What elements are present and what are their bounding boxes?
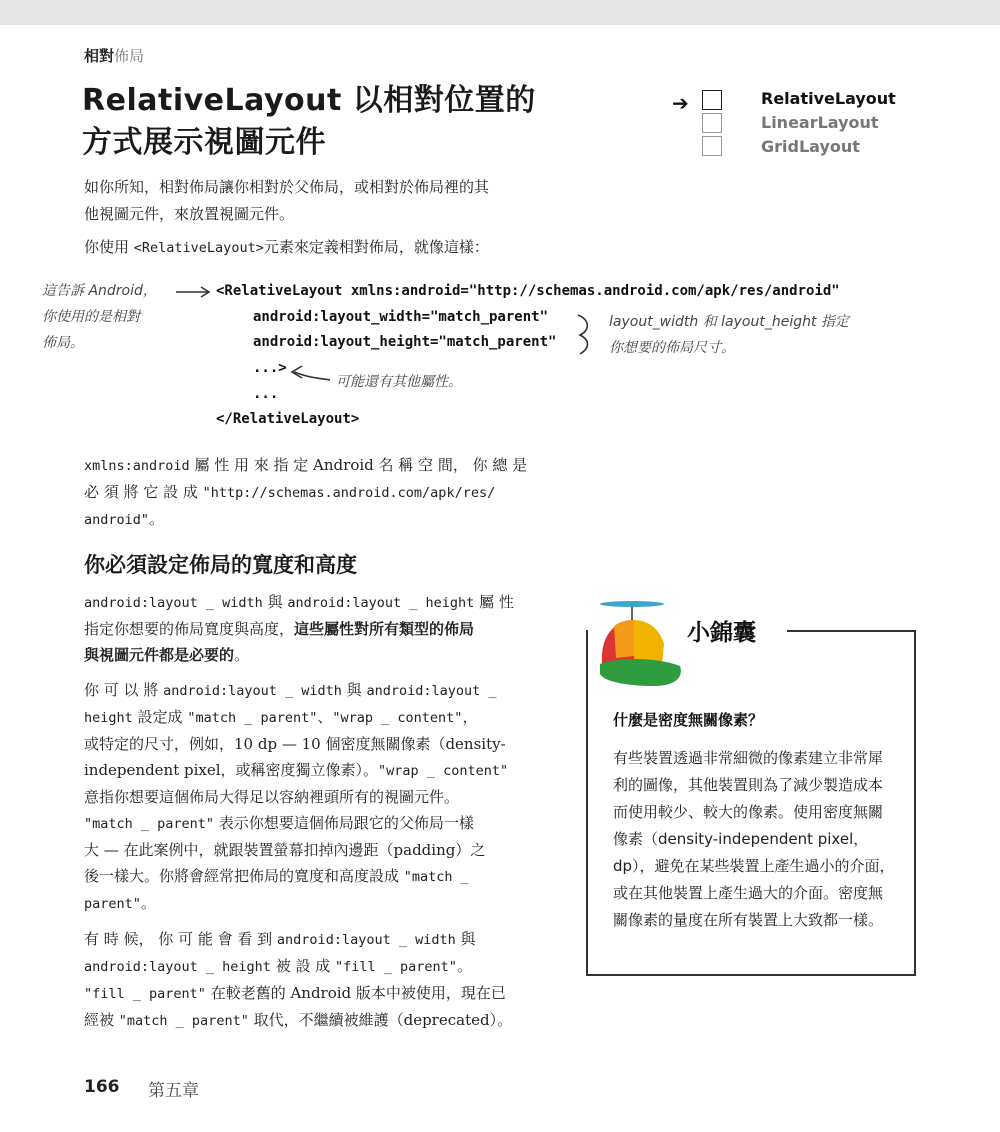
top-bar [0,0,1000,25]
annotation-line: 你想要的佈局尺寸。 [609,340,735,356]
section-label [84,45,144,66]
brace-icon [578,315,588,354]
page-number: 166 [84,1077,120,1097]
para-text: 。 [456,957,472,975]
inline-code: android:layout _ height [84,959,271,975]
annotation-line: 你使用的是相對 [42,309,140,325]
arrowhead-icon [292,366,302,378]
intro-paragraph-2 [84,234,489,262]
page-title [82,80,536,164]
para-text: 表示你想要這個佈局跟它的父佈局一樣 [214,814,474,832]
paragraph-size-values [84,677,548,917]
para-text: 你 可 以 將 [84,681,164,699]
annotation-line: layout_width 和 layout_height 指定 [609,314,849,330]
inline-code: android" [84,512,150,528]
inline-code: "wrap _ content" [378,763,509,779]
bold-text: 這些屬性對所有類型的佈局 [294,620,475,638]
annotation-line: 這告訴 Android， [42,283,157,299]
para-text: 必 須 將 它 設 成 [84,483,203,501]
nav-item-gridlayout: GridLayout [761,137,860,156]
para-text: 指定你想要的佈局寬度與高度， [84,620,295,638]
para-text: 屬 性 用 來 指 定 Android 名 稱 空 間， 你 總 是 [189,456,528,474]
paragraph-fill-parent [84,926,548,1034]
para-text: 與 [341,681,367,699]
nav-item-linearlayout: LinearLayout [761,113,879,132]
chapter-label: 第五章 [148,1081,199,1101]
inline-code: "wrap _ content" [332,710,463,726]
checkbox-icon [702,136,722,156]
inline-code: parent" [84,896,141,912]
code-line-1: <RelativeLayout xmlns:android="http://schemas.android.com/apk/res/android" [216,283,840,299]
para-text: 設定成 [132,708,188,726]
bold-text: 與視圖元件都是必要的 [84,646,235,664]
code-line-2: android:layout_width="match_parent" [253,309,549,325]
arrowhead-icon [201,287,209,297]
para-text: 與 [455,930,476,948]
code-line-4: ...> [253,360,287,376]
inline-code: "match _ parent" [118,1013,249,1029]
intro-text: 你使用 [84,238,134,256]
code-line-6: </RelativeLayout> [216,411,360,427]
para-text: 取代，不繼續被維護（deprecated）。 [248,1011,513,1029]
title-line-2: 方式展示視圖元件 [82,125,326,160]
checkbox-icon [702,90,722,110]
tip-question: 什麼是密度無關像素？ [613,711,764,729]
para-text: 被 設 成 [270,957,336,975]
para-text: 意指你想要這個佈局大得足以容納裡頭所有的視圖元件。 [84,788,460,806]
arrow-to-ellipsis-icon [294,372,330,380]
inline-code: <RelativeLayout> [133,240,264,256]
tip-box-border [787,630,916,632]
arrow-right-icon: ➔ [672,91,689,115]
inline-code: android:layout _ width [276,932,456,948]
para-text: 。 [234,646,250,664]
title-line-1: RelativeLayout 以相對位置的 [82,83,536,118]
tip-body: 有些裝置透過非常細微的像素建立非常犀利的圖像，其他裝置則為了減少製造成本而使用較少、較大的像素。使用密度無關像素（density-independent pixel，dp），避免在某些裝置上產生過小的介面，或在其他裝置上產生過大的介面。密度無關像素的量度在所有裝置上大致都一樣。 [613,749,895,929]
inline-code: "match _ parent" [187,710,318,726]
inline-code: android:layout _ width [163,683,342,699]
para-text: 與 [262,593,288,611]
tip-title: 小錦囊 [687,620,756,646]
para-text: independent pixel，或稱密度獨立像素）。 [84,761,379,779]
layout-nav [672,87,932,167]
inline-code: "http://schemas.android.com/apk/res/ [202,485,496,501]
para-text: ， [462,708,478,726]
intro-text: 元素來定義相對佈局，就像這樣： [263,238,489,256]
para-text: 有 時 候， 你 可 能 會 看 到 [84,930,277,948]
inline-code: xmlns:android [84,458,190,474]
para-text: 大 — 在此案例中，就跟裝置螢幕扣掉內邊距（padding）之 [84,841,486,859]
para-text: 在較老舊的 Android 版本中被使用，現在已 [205,984,506,1002]
intro-line-2: 他視圖元件，來放置視圖元件。 [84,205,295,223]
inline-code: android:layout _ [366,683,497,699]
xmlns-paragraph [84,452,564,533]
inline-code: "fill _ parent" [335,959,457,975]
paragraph-required-attrs [84,589,548,668]
nav-item-relativelayout: RelativeLayout [761,89,896,108]
intro-paragraph [84,174,489,228]
para-text: 。 [149,510,165,528]
body-column [84,589,548,1043]
code-line-5: ... [253,386,279,402]
inline-code: "match _ [403,869,469,885]
para-text: 後一樣大。你將會經常把佈局的寬度和高度設成 [84,867,404,885]
para-text: 或特定的尺寸，例如，10 dp — 10 個密度無關像素（density- [84,735,506,753]
annotation-more-attributes: 可能還有其他屬性。 [336,374,462,390]
para-text: 。 [140,894,156,912]
annotation-line: 佈局。 [42,335,84,351]
inline-code: "fill _ parent" [84,986,206,1002]
para-text: 經被 [84,1011,119,1029]
inline-code: "match _ parent" [84,816,215,832]
annotation-namespace [42,278,157,356]
checkbox-icon [702,113,722,133]
inline-code: android:layout _ width [84,595,263,611]
inline-code: android:layout _ height [287,595,475,611]
inline-code: height [84,710,133,726]
propeller-cap-icon [594,596,694,692]
section-heading: 你必須設定佈局的寬度和高度 [84,553,357,577]
section-label-light: 佈局 [114,47,145,65]
annotation-size [609,309,849,361]
code-line-3: android:layout_height="match_parent" [253,334,557,350]
para-text: 、 [317,708,333,726]
para-text: 屬 性 [474,593,514,611]
intro-line-1: 如你所知，相對佈局讓你相對於父佈局，或相對於佈局裡的其 [84,178,490,196]
section-label-bold: 相對 [84,47,115,65]
